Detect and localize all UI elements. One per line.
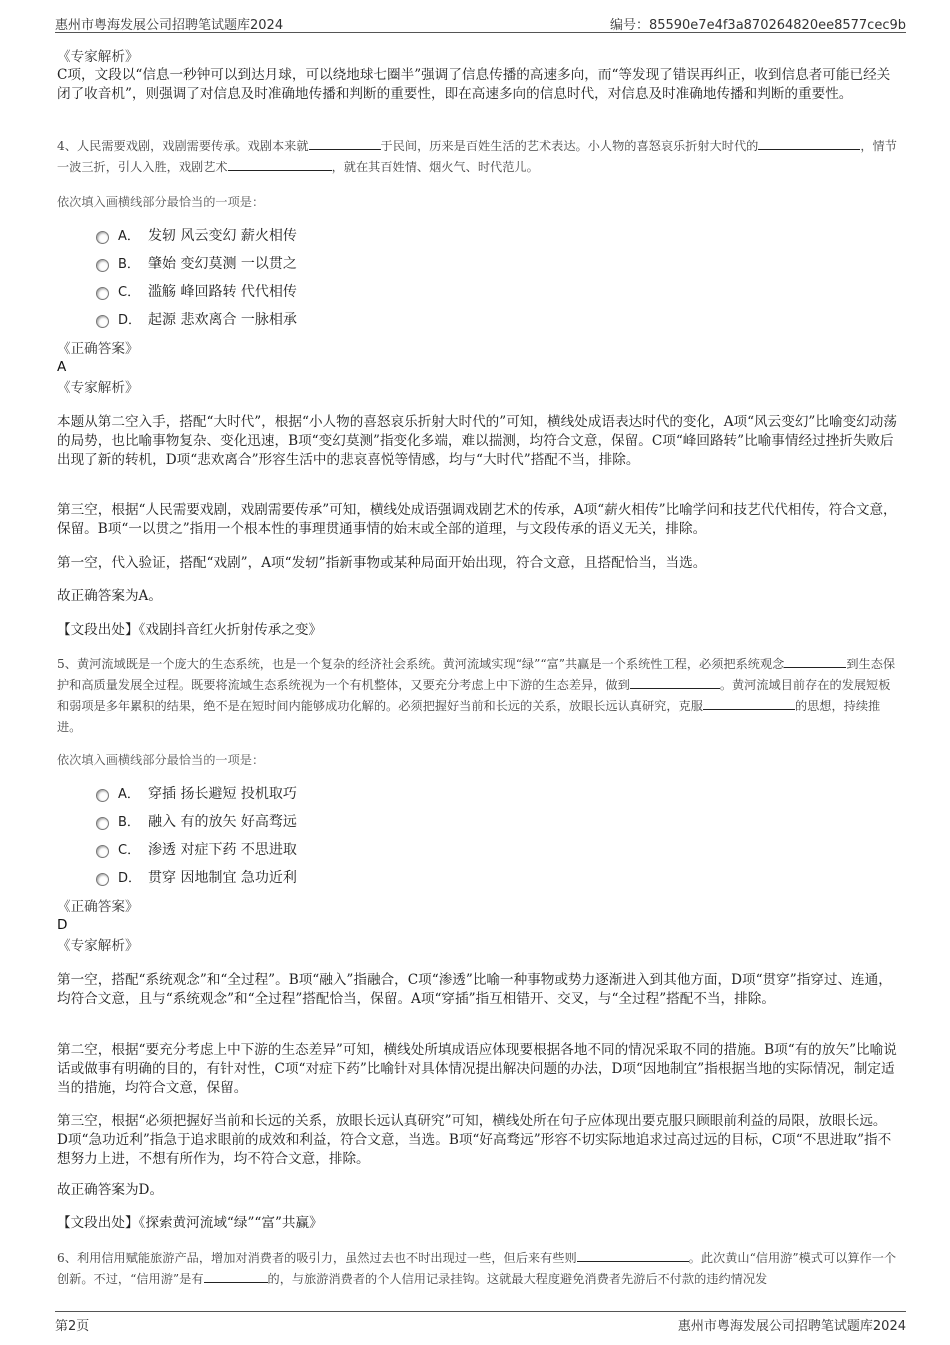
q5-prompt: 依次填入画横线部分最恰当的一项是：: [57, 753, 265, 767]
blank-2: [758, 136, 826, 150]
question-4: 4、人民需要戏剧，戏剧需要传承。戏剧本来就 于民间，历来是百姓生活的艺术表达。小人物的喜怒哀乐折射大时代的 ，情节一波三折，引人入胜，戏剧艺术 ，就在其百姓情、烟火气、时代范儿。: [57, 136, 897, 178]
blank-1: [784, 654, 846, 668]
blank-1: [309, 136, 381, 150]
q4-option-a[interactable]: A． 发轫 风云变幻 薪火相传: [96, 226, 297, 246]
q5-answer-label: 《正确答案》: [57, 899, 139, 915]
q5-para-3: 第三空，根据“必须把握好当前和长远的关系，放眼长远认真研究”可知，横线处所在句子应体现出要克服只顾眼前利益的局限，放眼长远。D项“急功近利”指急于追求眼前的成效和利益，符合文意，当选。B项“好高骛远”形容不切实际地追求过高过远的目标，C项“不思进取”指不想努力上进，不想有所作为，均不符合文意，排除。: [57, 1113, 892, 1167]
q5-source: 【文段出处】《探索黄河流域“绿”“富”共赢》: [57, 1215, 323, 1231]
q4-answer: A: [57, 359, 67, 375]
q3-expert-label: 《专家解析》: [57, 49, 139, 65]
q5-para-1: 第一空，搭配“系统观念”和“全过程”。B项“融入”指融合，C项“渗透”比喻一种事物或势力逐渐进入到其他方面，D项“贯穿”指穿过、连通，均符合文意，且与“系统观念”和“全过程”搭配恰当，保留。A项“穿插”指互相错开、交叉，与“全过程”搭配不当，排除。: [57, 972, 892, 1007]
q4-source: 【文段出处】《戏剧抖音红火折射传承之变》: [57, 622, 323, 638]
q5-option-c[interactable]: C． 渗透 对症下药 不思进取: [96, 840, 297, 860]
footer-title: 惠州市粤海发展公司招聘笔试题库2024: [677, 1319, 906, 1334]
q4-answer-label: 《正确答案》: [57, 341, 139, 357]
q4-option-c[interactable]: C． 滥觞 峰回路转 代代相传: [96, 282, 297, 302]
radio-icon[interactable]: [96, 315, 109, 328]
header-title: 惠州市粤海发展公司招聘笔试题库2024: [55, 18, 284, 33]
q4-para-4: 故正确答案为A。: [57, 588, 162, 604]
blank-2: [630, 675, 720, 689]
radio-icon[interactable]: [96, 287, 109, 300]
radio-icon[interactable]: [96, 845, 109, 858]
q5-expert-label: 《专家解析》: [57, 938, 139, 954]
radio-icon[interactable]: [96, 817, 109, 830]
q5-para-4: 故正确答案为D。: [57, 1182, 164, 1198]
blank-2b: [826, 136, 860, 150]
radio-icon[interactable]: [96, 259, 109, 272]
q5-option-b[interactable]: B． 融入 有的放矢 好高骛远: [96, 812, 297, 832]
q4-option-d[interactable]: D． 起源 悲欢离合 一脉相承: [96, 310, 297, 330]
q5-para-2: 第二空，根据“要充分考虑上中下游的生态差异”可知，横线处所填成语应体现要根据各地不同的情况采取不同的措施。B项“有的放矢”比喻说话或做事有明确的目的，有针对性，C项“对症下药”比喻针对具体情况提出解决问题的办法，D项“因地制宜”指根据当地的实际情况，制定适当的措施，均符合文意，保留。: [57, 1042, 897, 1096]
q4-prompt: 依次填入画横线部分最恰当的一项是：: [57, 195, 265, 209]
page-number: 第2页: [55, 1319, 90, 1334]
question-6: 6、利用信用赋能旅游产品，增加对消费者的吸引力，虽然过去也不时出现过一些，但后来有些则 。此次黄山“信用游”模式可以算作一个创新。不过，“信用游”是有 的，与旅游消费者的个人信用记录挂钩。这就最大程度避免消费者先游后不付款的违约情况发: [57, 1248, 897, 1290]
blank-2: [204, 1269, 268, 1283]
q3-explanation: C项，文段以“信息一秒钟可以到达月球，可以绕地球七圈半”强调了信息传播的高速多向，而“等发现了错误再纠正，收到信息者可能已经关闭了收音机”，则强调了对信息及时准确地传播和判断的重要性，即在高速多向的信息时代，对信息及时准确地传播和判断的重要性。: [57, 67, 891, 102]
q4-option-b[interactable]: B． 肇始 变幻莫测 一以贯之: [96, 254, 297, 274]
q5-option-a[interactable]: A． 穿插 扬长避短 投机取巧: [96, 784, 297, 804]
blank-3: [703, 696, 795, 710]
q5-option-d[interactable]: D． 贯穿 因地制宜 急功近利: [96, 868, 297, 888]
q5-answer: D: [57, 917, 68, 933]
question-5: 5、黄河流域既是一个庞大的生态系统，也是一个复杂的经济社会系统。黄河流域实现“绿”“富”共赢是一个系统性工程，必须把系统观念 到生态保护和高质量发展全过程。既要将流域生态系统视为一个有机整体，又要充分考虑上中下游的生态差异，做到 。黄河流域目前存在的发展短板和弱项是多年累积的结果，绝不是在短时间内能够成功化解的。必须把握好当前和长远的关系，放眼长远认真研究，克服 的思想，持续推进。: [57, 654, 897, 738]
q4-para-2: 第三空，根据“人民需要戏剧，戏剧需要传承”可知，横线处成语强调戏剧艺术的传承，A项“薪火相传”比喻学问和技艺代代相传，符合文意，保留。B项“一以贯之”指用一个根本性的事理贯通事情的始末或全部的道理，与文段传承的语义无关，排除。: [57, 502, 897, 537]
blank-3: [228, 157, 332, 171]
page-footer: [55, 1311, 906, 1334]
radio-icon[interactable]: [96, 231, 109, 244]
q4-expert-label: 《专家解析》: [57, 380, 139, 396]
q4-para-1: 本题从第二空入手，搭配“大时代”，根据“小人物的喜怒哀乐折射大时代的”可知，横线处成语表达时代的变化，A项“风云变幻”比喻变幻动荡的局势，也比喻事物复杂、变化迅速，B项“变幻莫测”指变化多端，难以揣测，均符合文意，保留。C项“峰回路转”比喻事情经过挫折失败后出现了新的转机，D项“悲欢离合”形容生活中的悲哀喜悦等情感，均与“大时代”搭配不当，排除。: [57, 414, 897, 468]
header-code: 编号：85590e7e4f3a870264820ee8577cec9b: [609, 18, 906, 33]
q4-para-3: 第一空，代入验证，搭配“戏剧”，A项“发轫”指新事物或某种局面开始出现，符合文意，且搭配恰当，当选。: [57, 555, 707, 571]
radio-icon[interactable]: [96, 873, 109, 886]
blank-1: [577, 1248, 689, 1262]
page-header: [55, 12, 906, 33]
radio-icon[interactable]: [96, 789, 109, 802]
